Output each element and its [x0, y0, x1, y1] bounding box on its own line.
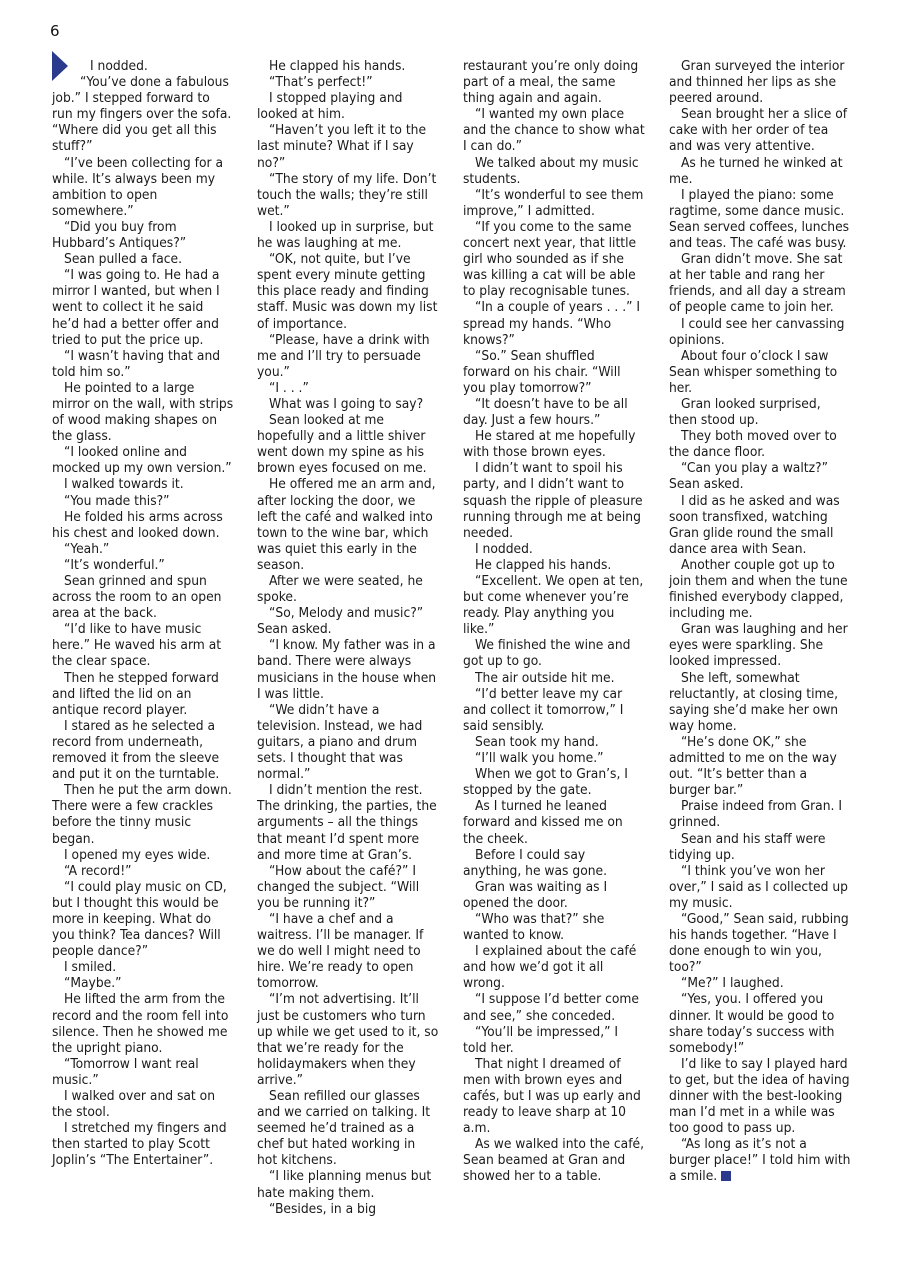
- paragraph: I stopped playing and looked at him.: [257, 90, 403, 123]
- end-of-story-square-icon: [721, 1171, 731, 1181]
- paragraph: “If you come to the same concert next year, that little girl who sounded as if she was killing a cat will be able to play recognisable tunes.: [463, 218, 637, 300]
- paragraph: “Who was that?” she wanted to know.: [463, 910, 605, 944]
- paragraph: I did as he asked and was soon transfixed, watching Gran glide round the small dance area with Sean.: [669, 492, 840, 557]
- paragraph: “I have a chef and a waitress. I’ll be manager. If we do well I might need to hire. We’re ready to open tomorrow.: [257, 910, 424, 992]
- paragraph: “I . . .”: [269, 379, 309, 396]
- paragraph: About four o’clock I saw Sean whisper something to her.: [669, 347, 838, 396]
- paragraph: Gran was laughing and her eyes were sparkling. She looked impressed.: [669, 621, 848, 670]
- paragraph: “I wanted my own place and the chance to show what I can do.”: [463, 106, 645, 155]
- paragraph: Sean took my hand.: [475, 733, 599, 750]
- paragraph: “I’m not advertising. It’ll just be customers who turn up while we get used to it, so that we’re ready for the holidaymakers when they arrive.”: [257, 991, 439, 1088]
- paragraph: “Can you play a waltz?” Sean asked.: [669, 460, 828, 493]
- page-number: 6: [50, 22, 60, 40]
- paragraph: I opened my eyes wide.: [64, 846, 211, 863]
- paragraph: That night I dreamed of men with brown eyes and cafés, but I was up early and ready to leave sharp at 10 a.m.: [463, 1055, 641, 1137]
- paragraph: “Haven’t you left it to the last minute? What if I say no?”: [257, 122, 427, 171]
- paragraph: I’d like to say I played hard to get, but the idea of having dinner with the best-looking man I’d met in a while was too good to pass up.: [669, 1055, 850, 1137]
- paragraph: “It’s wonderful to see them improve,” I admitted.: [463, 186, 644, 219]
- paragraph: “I’ve been collecting for a while. It’s always been my ambition to open somewhere.”: [52, 154, 224, 219]
- paragraph: As we walked into the café, Sean beamed at Gran and showed her to a table.: [463, 1136, 645, 1185]
- paragraph: “Yes, you. I offered you dinner. It would be good to share today’s success with somebody!”: [669, 991, 835, 1056]
- paragraph: They both moved over to the dance floor.: [669, 428, 837, 461]
- paragraph: We finished the wine and got up to go.: [463, 637, 631, 670]
- paragraph: “I’d like to have music here.” He waved his arm at the clear space.: [52, 621, 222, 670]
- paragraph: What was I going to say?: [269, 395, 424, 412]
- paragraph: He lifted the arm from the record and the room fell into silence. Then he showed me the upright piano.: [52, 991, 229, 1056]
- paragraph: Sean brought her a slice of cake with her order of tea and was very attentive.: [669, 106, 848, 155]
- paragraph: “So, Melody and music?” Sean asked.: [257, 605, 424, 638]
- paragraph: I looked up in surprise, but he was laughing at me.: [257, 218, 434, 252]
- paragraph: I smiled.: [64, 959, 117, 976]
- paragraph: “As long as it’s not a burger place!” I told him with a smile.: [669, 1136, 851, 1185]
- paragraph: “I’d better leave my car and collect it tomorrow,” I said sensibly.: [463, 685, 624, 734]
- paragraph: “You’ve done a fabulous job.” I stepped forward to run my fingers over the sofa. “Where did you get all this stuff?”: [52, 74, 232, 155]
- paragraph: “I know. My father was in a band. There were always musicians in the house when I was little.: [257, 637, 437, 702]
- paragraph: After we were seated, he spoke.: [257, 573, 423, 606]
- paragraph: restaurant you’re only doing part of a meal, the same thing again and again.: [463, 58, 639, 107]
- paragraph: “I like planning menus but hate making them.: [257, 1168, 432, 1201]
- paragraph: Then he put the arm down. There were a few crackles before the tinny music began.: [52, 782, 232, 847]
- paragraph: Gran looked surprised, then stood up.: [669, 395, 821, 429]
- paragraph: “I think you’ve won her over,” I said as I collected up my music.: [669, 862, 848, 911]
- paragraph: “A record!”: [64, 862, 132, 879]
- paragraph: I stretched my fingers and then started to play Scott Joplin’s “The Entertainer”.: [52, 1120, 227, 1169]
- paragraph: I stared as he selected a record from underneath, removed it from the sleeve and put it on the turntable.: [52, 717, 220, 783]
- paragraph: Gran was waiting as I opened the door.: [463, 878, 608, 911]
- paragraph: I explained about the café and how we’d got it all wrong.: [463, 943, 637, 992]
- paragraph: “We didn’t have a television. Instead, we had guitars, a piano and drum sets. I thought that was normal.”: [257, 701, 423, 783]
- paragraph: Sean looked at me hopefully and a little shiver went down my spine as his brown eyes focused on me.: [257, 412, 427, 477]
- paragraph: As I turned he leaned forward and kissed me on the cheek.: [463, 798, 623, 847]
- paragraph: I didn’t want to spoil his party, and I didn’t want to squash the ripple of pleasure running through me at being needed.: [463, 460, 643, 541]
- paragraph: Sean and his staff were tidying up.: [669, 830, 826, 863]
- paragraph: “Excellent. We open at ten, but come whenever you’re ready. Play anything you like.”: [463, 573, 644, 638]
- paragraph: He clapped his hands.: [475, 556, 612, 573]
- paragraph: I nodded.: [475, 540, 533, 557]
- paragraph: Sean pulled a face.: [64, 251, 183, 268]
- paragraph: She left, somewhat reluctantly, at closing time, saying she’d make her own way home.: [669, 669, 839, 734]
- paragraph: “I was going to. He had a mirror I wanted, but when I went to collect it he said he’d had a better offer and tried to put the price up.: [52, 267, 220, 348]
- paragraph: “OK, not quite, but I’ve spent every minute getting this place ready and finding staff. Music was down my list of importance.: [257, 251, 438, 332]
- paragraph: He clapped his hands.: [269, 58, 406, 74]
- paragraph: “It doesn’t have to be all day. Just a few hours.”: [463, 395, 628, 429]
- paragraph: “You made this?”: [64, 492, 170, 509]
- paragraph: I could see her canvassing opinions.: [669, 315, 845, 348]
- paragraph: He offered me an arm and, after locking the door, we left the café and walked into town to the wine bar, which was quiet this early in the season.: [257, 476, 436, 573]
- paragraph: I walked towards it.: [64, 476, 184, 493]
- paragraph: “Besides, in a big: [269, 1200, 377, 1217]
- text-column-1: [52, 58, 234, 1168]
- paragraph: The air outside hit me.: [475, 669, 615, 686]
- paragraph: Sean refilled our glasses and we carried on talking. It seemed he’d trained as a chef but hated working in hot kitchens.: [257, 1088, 431, 1169]
- paragraph: “I’ll walk you home.”: [475, 750, 604, 767]
- paragraph: “Me?” I laughed.: [681, 975, 784, 992]
- paragraph: I played the piano: some ragtime, some dance music. Sean served coffees, lunches and teas. The café was busy.: [669, 186, 850, 252]
- paragraph: Praise indeed from Gran. I grinned.: [669, 798, 842, 831]
- paragraph: I didn’t mention the rest. The drinking, the parties, the arguments – all the things that meant I’d spent more and more time at Gran’s.: [257, 782, 437, 863]
- paragraph: I nodded.: [90, 58, 148, 74]
- paragraph: “I looked online and mocked up my own version.”: [52, 444, 232, 477]
- paragraph: “I wasn’t having that and told him so.”: [52, 347, 221, 380]
- paragraph: Gran didn’t move. She sat at her table and rang her friends, and all day a stream of people came to join her.: [669, 251, 846, 316]
- paragraph: “I suppose I’d better come and see,” she conceded.: [463, 991, 639, 1024]
- text-column-3: [463, 58, 645, 1185]
- paragraph: He stared at me hopefully with those brown eyes.: [463, 428, 636, 461]
- paragraph: “Tomorrow I want real music.”: [52, 1055, 199, 1088]
- paragraph: “Did you buy from Hubbard’s Antiques?”: [52, 218, 187, 252]
- paragraph: Another couple got up to join them and when the tune finished everybody clapped, including me.: [669, 556, 848, 622]
- paragraph: “Yeah.”: [64, 540, 110, 557]
- paragraph: “In a couple of years . . .” I spread my hands. “Who knows?”: [463, 299, 641, 348]
- paragraph: Sean grinned and spun across the room to an open area at the back.: [52, 573, 222, 622]
- paragraph: He pointed to a large mirror on the wall, with strips of wood making shapes on the glass.: [52, 379, 234, 445]
- paragraph: “Please, have a drink with me and I’ll try to persuade you.”: [257, 331, 430, 380]
- paragraph: “So.” Sean shuffled forward on his chair. “Will you play tomorrow?”: [463, 347, 621, 396]
- paragraph: “That’s perfect!”: [269, 74, 373, 91]
- paragraph: “It’s wonderful.”: [64, 556, 165, 573]
- paragraph: “Good,” Sean said, rubbing his hands together. “Have I done enough to win you, too?”: [669, 910, 849, 976]
- paragraph: Gran surveyed the interior and thinned her lips as she peered around.: [669, 58, 845, 107]
- paragraph: As he turned he winked at me.: [669, 154, 843, 187]
- paragraph: “He’s done OK,” she admitted to me on the way out. “It’s better than a burger bar.”: [669, 733, 837, 799]
- paragraph: When we got to Gran’s, I stopped by the gate.: [463, 766, 628, 799]
- paragraph: We talked about my music students.: [463, 154, 639, 187]
- paragraph: I walked over and sat on the stool.: [52, 1088, 216, 1121]
- paragraph: “You’ll be impressed,” I told her.: [463, 1023, 619, 1056]
- text-column-2: [257, 58, 439, 1217]
- paragraph: “I could play music on CD, but I thought this would be more in keeping. What do you think? Tea dances? Will people dance?”: [52, 878, 227, 960]
- paragraph: “Maybe.”: [64, 975, 122, 992]
- paragraph: He folded his arms across his chest and looked down.: [52, 508, 223, 541]
- paragraph: Before I could say anything, he was gone.: [463, 846, 608, 879]
- paragraph: Then he stepped forward and lifted the lid on an antique record player.: [52, 669, 219, 718]
- text-column-4: [669, 58, 851, 1185]
- paragraph: “The story of my life. Don’t touch the walls; they’re still wet.”: [257, 170, 437, 219]
- paragraph: “How about the café?” I changed the subject. “Will you be running it?”: [257, 862, 420, 911]
